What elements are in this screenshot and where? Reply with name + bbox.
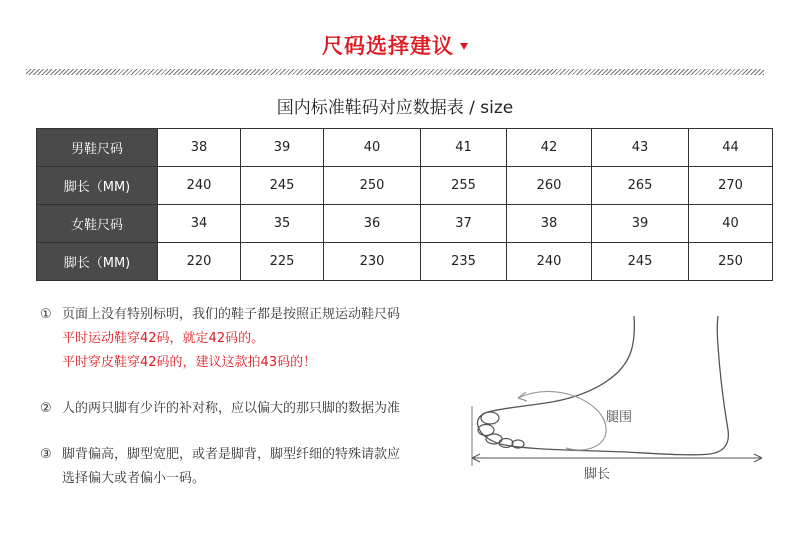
table-cell: 34 bbox=[158, 205, 241, 243]
size-table bbox=[36, 128, 773, 281]
note-1 bbox=[40, 303, 450, 375]
foot-outline-icon bbox=[466, 306, 766, 486]
table-row bbox=[37, 243, 773, 281]
note-text: 脚背偏高，脚型宽肥，或者是脚背，脚型纤细的特殊请款应 bbox=[62, 447, 401, 462]
note-3 bbox=[40, 443, 450, 491]
table-cell: 39 bbox=[592, 205, 689, 243]
foot-diagram bbox=[466, 306, 766, 486]
girth-label: 腿围 bbox=[606, 410, 633, 425]
row-header: 脚长（MM) bbox=[37, 167, 158, 205]
table-cell: 220 bbox=[158, 243, 241, 281]
note-2 bbox=[40, 397, 450, 421]
table-cell: 38 bbox=[158, 129, 241, 167]
table-cell: 42 bbox=[507, 129, 592, 167]
note-number: ② bbox=[40, 401, 52, 416]
table-cell: 36 bbox=[324, 205, 421, 243]
table-cell: 38 bbox=[507, 205, 592, 243]
table-cell: 255 bbox=[421, 167, 507, 205]
note-number: ③ bbox=[40, 447, 52, 462]
table-cell: 260 bbox=[507, 167, 592, 205]
table-cell: 235 bbox=[421, 243, 507, 281]
note-text: 页面上没有特别标明，我们的鞋子都是按照正规运动鞋尺码 bbox=[62, 307, 401, 322]
table-cell: 35 bbox=[241, 205, 324, 243]
table-row bbox=[37, 129, 773, 167]
note-number: ① bbox=[40, 307, 52, 322]
note-highlight: 平时穿皮鞋穿42码的，建议这款拍43码的！ bbox=[62, 355, 317, 370]
table-row bbox=[37, 205, 773, 243]
table-cell: 265 bbox=[592, 167, 689, 205]
note-text: 人的两只脚有少许的补对称，应以偏大的那只脚的数据为准 bbox=[62, 401, 401, 416]
table-row bbox=[37, 167, 773, 205]
table-cell: 44 bbox=[689, 129, 773, 167]
row-header: 脚长（MM) bbox=[37, 243, 158, 281]
hatched-divider bbox=[26, 69, 764, 75]
table-cell: 240 bbox=[507, 243, 592, 281]
table-cell: 39 bbox=[241, 129, 324, 167]
table-cell: 40 bbox=[689, 205, 773, 243]
row-header: 女鞋尺码 bbox=[37, 205, 158, 243]
table-cell: 245 bbox=[592, 243, 689, 281]
triangle-down-icon bbox=[460, 43, 468, 50]
size-notes bbox=[40, 303, 450, 491]
row-header: 男鞋尺码 bbox=[37, 129, 158, 167]
table-cell: 250 bbox=[324, 167, 421, 205]
section-title bbox=[0, 30, 790, 60]
page-title: 尺码选择建议 bbox=[322, 34, 454, 58]
table-cell: 240 bbox=[158, 167, 241, 205]
table-cell: 41 bbox=[421, 129, 507, 167]
table-cell: 43 bbox=[592, 129, 689, 167]
table-cell: 245 bbox=[241, 167, 324, 205]
table-cell: 225 bbox=[241, 243, 324, 281]
table-cell: 40 bbox=[324, 129, 421, 167]
table-cell: 270 bbox=[689, 167, 773, 205]
table-cell: 37 bbox=[421, 205, 507, 243]
table-subtitle: 国内标准鞋码对应数据表 / size bbox=[276, 98, 514, 118]
note-highlight: 平时运动鞋穿42码，就定42码的。 bbox=[62, 331, 265, 346]
length-label: 脚长 bbox=[584, 467, 611, 482]
note-text: 选择偏大或者偏小一码。 bbox=[62, 471, 206, 486]
table-cell: 250 bbox=[689, 243, 773, 281]
table-cell: 230 bbox=[324, 243, 421, 281]
